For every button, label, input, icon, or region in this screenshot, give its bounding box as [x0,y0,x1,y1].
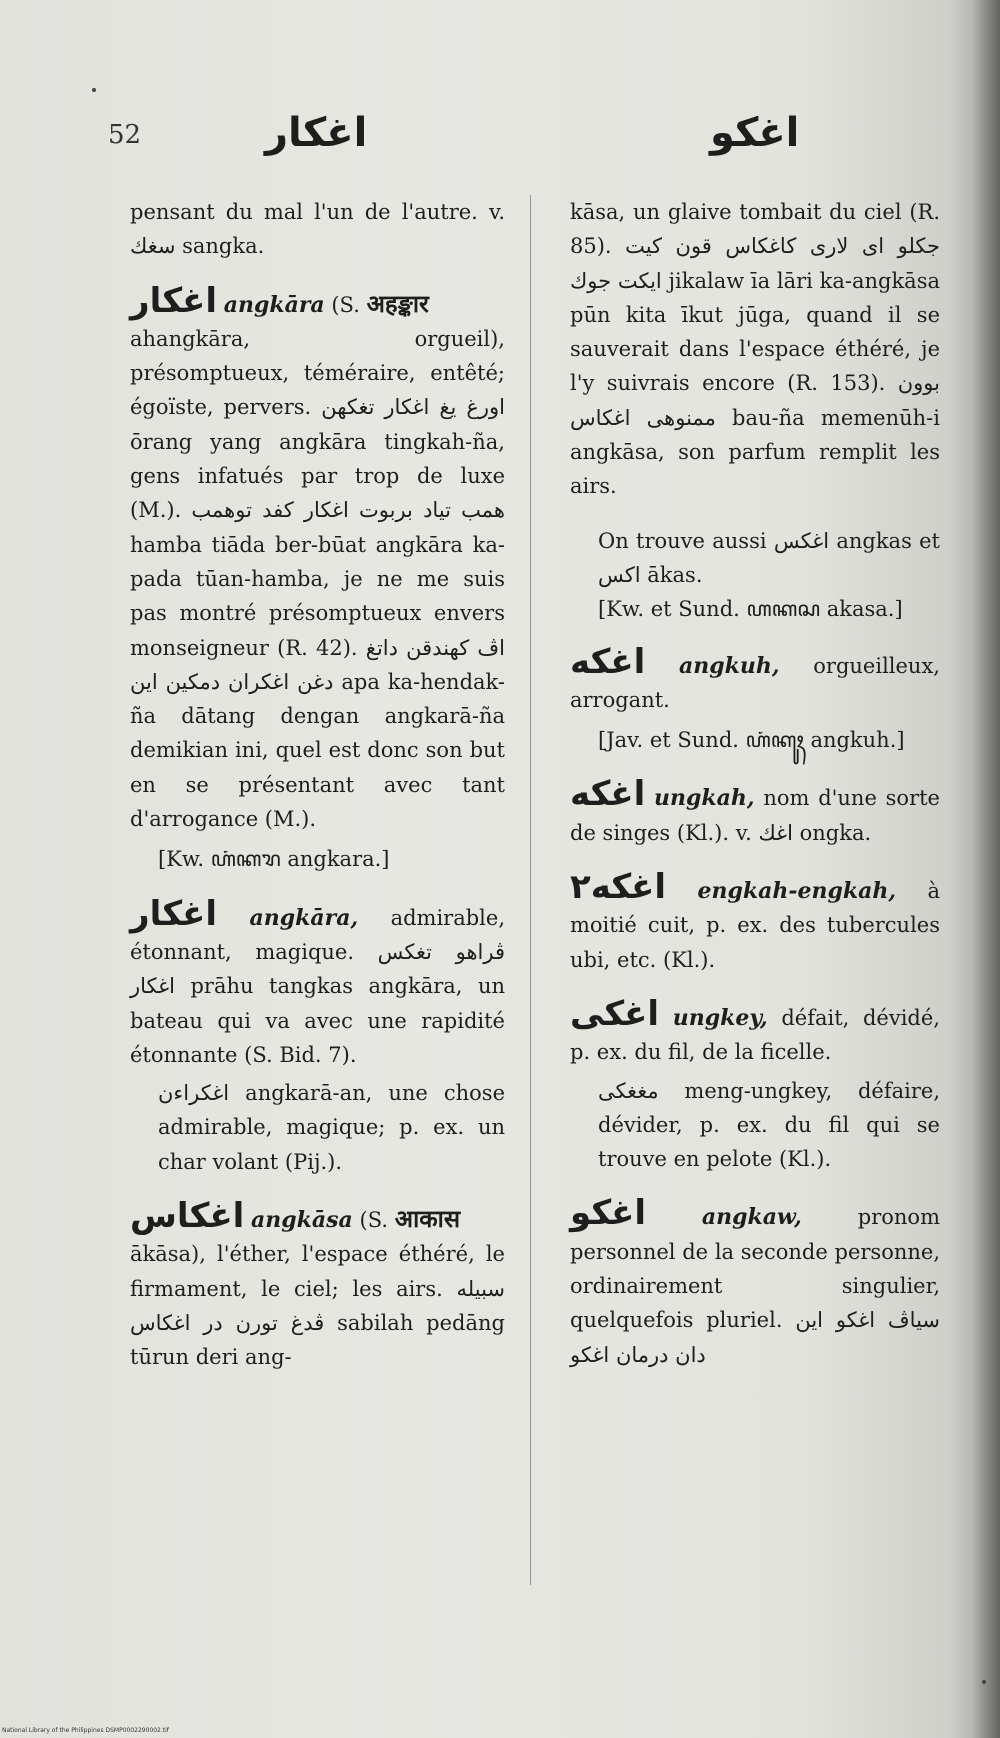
page-number: 52 [108,120,142,150]
running-head-right: اغكو [710,110,800,156]
headword-arabic: اغكار [130,280,217,321]
page-header [0,110,1000,190]
headword-latin: angkāra [223,291,325,318]
entry-body: pronom personnel de la seconde personne, ordinairement singulier, quelquefois pluriel. سياڤ اغكو اين دان درمان اغكو [570,1205,940,1367]
entry-ungkey [570,993,940,1176]
headword-latin: engkah-engkah, [697,878,897,905]
speck-mark [982,1680,986,1684]
entry-body: ākāsa), l'éther, l'espace éthéré, le firmament, le ciel; les airs. سبيله ڤدغ تورن در اغكاس sabilah pedāng tūrun deri ang- [130,1242,505,1370]
etymology-note: [Kw. et Sund. ꦲꦏꦱ akasa.] [598,597,903,622]
etymology-note: [Jav. et Sund. ꦲꦁꦏꦸꦃ angkuh.] [598,728,905,753]
scan-footer: National Library of the Philippines DSMP0002290002.tif [2,1727,169,1734]
headword-latin: angkuh, [679,652,780,679]
sanskrit-word: आकास [394,1204,461,1234]
headword-latin: ungkey, [672,1004,768,1031]
headword-arabic: اغكو [570,1193,646,1234]
right-column [570,195,940,1392]
headword-arabic: اغكه [570,641,646,682]
headword-arabic: اغكاس [130,1196,245,1237]
headword-arabic: اغكار [130,893,217,934]
entry-angkara-1 [130,280,505,877]
entry-body: admirable, étonnant, magique. ڤراهو تغكس اغكار prāhu tangkas angkāra, un bateau qui va avec une rapidité étonnante (S. Bid. 7). [130,905,505,1067]
page-edge-shadow [972,0,1000,1738]
entry-body: à moitié cuit, p. ex. des tubercules ubi, etc. (Kl.). [570,879,940,972]
headword-arabic: اغكى [570,993,660,1034]
left-intro: pensant du mal l'un de l'autre. v. سغك sangka. [130,200,505,259]
right-intro: kāsa, un glaive tombait du ciel (R. 85). جكلو اى لارى كاغكاس قون كيت ايكت جوك jikalaw īa lāri ka-angkāsa pūn kita īkut jūga, quand il se sauverait dans l'espace éthéré, je l'y suivrais encore (R. 153). بوون ممنوهى اغكاس bau-ña memenūh-i angkāsa, son parfum remplit les airs. [570,200,941,499]
headword-arabic: اغكه [570,774,646,815]
entry-body: orgueilleux, arrogant. [570,653,940,712]
variant-note: On trouve aussi اغكس angkas et اكس ākas. [598,528,940,587]
headword-latin: angkaw, [701,1204,802,1231]
headword-latin: ungkah, [654,785,755,812]
sub-entry: مغغكى meng-ungkey, défaire, dévider, p. ex. du fil qui se trouve en pelote (Kl.). [598,1078,940,1172]
sub-entry: اغكراءن angkarā-an, une chose admirable, magique; p. ex. un char volant (Pij.). [158,1081,505,1174]
sanskrit-prefix: (S. [331,292,360,317]
sanskrit-word: अहङ्कार [366,288,429,318]
etymology-note: [Kw. ꦲꦁꦏꦫ angkara.] [158,847,390,872]
headword-latin: angkāsa [251,1207,353,1234]
entry-body: nom d'une sorte de singes (Kl.). v. اغك ongka. [570,786,940,845]
column-divider [530,195,531,1585]
sanskrit-prefix: (S. [359,1208,389,1233]
left-column [130,195,505,1395]
entry-angkuh [570,641,940,758]
entry-ungkah [570,774,940,850]
entry-engkah-engkah [570,867,940,977]
speck-mark [92,88,96,92]
entry-body: ahangkāra, orgueil), présomptueux, téméraire, entêté; égoïste, pervers. اورغ يغ اغكار تغكهن ōrang yang angkāra tingkah-ña, gens infatués par trop de luxe (M.). همب تياد بربوت اغكار كفد توهمب hamba tiāda ber-būat angkāra ka-pada tūan-hamba, je ne me suis pas montré présomptueux envers monseigneur (R. 42). اڤ كهندقن داتغ دغن اغكران دمكين اين apa ka-hendak-ña dātang dengan angkarā-ña demikian ini, quel est donc son but en se présentant avec tant d'arrogance (M.). [130,326,505,832]
entry-angkara-2 [130,893,505,1179]
headword-arabic: اغكه٢ [570,867,667,908]
entry-body: défait, dévidé, p. ex. du fil, de la ficelle. [570,1005,940,1065]
headword-latin: angkāra, [249,904,359,931]
entry-angkaw [570,1193,940,1371]
entry-angkasa [130,1196,505,1374]
running-head-left: اغكار [265,110,368,156]
